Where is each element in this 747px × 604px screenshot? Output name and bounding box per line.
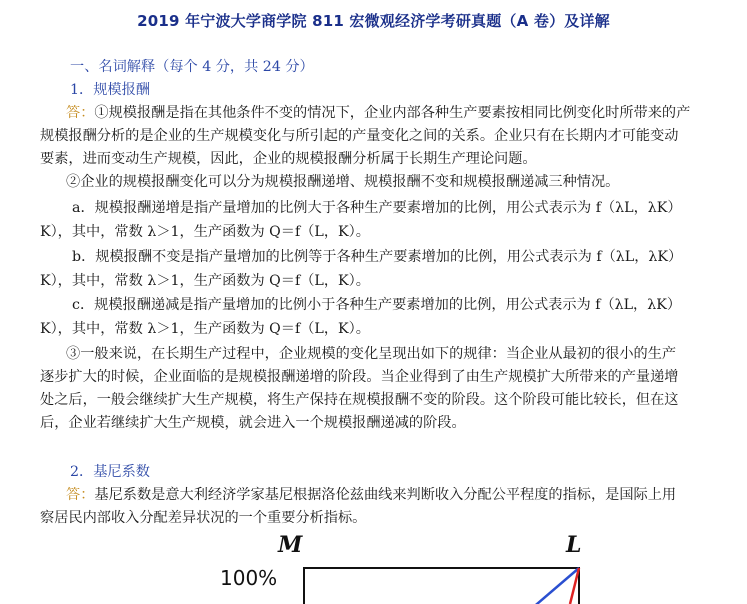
- answer-label: 答：: [66, 105, 95, 121]
- document-title: 2019 年宁波大学商学院 811 宏微观经济学考研真题（A 卷）及详解: [137, 12, 610, 30]
- paragraph-line: K），其中，常数 λ＞1，生产函数为 Q＝f（L，K）。: [40, 321, 370, 337]
- paragraph-line: a．规模报酬递增是指产量增加的比例大于各种生产要素增加的比例，用公式表示为 f（λL，λK）: [72, 200, 682, 216]
- paragraph-line: 要素，进而变动生产规模，因此，企业的规模报酬分析属于长期生产理论问题。: [40, 151, 537, 167]
- paragraph-line: 逐步扩大的时候，企业面临的是规模报酬递增的阶段。当企业得到了由生产规模扩大所带来的产量递增: [40, 369, 679, 385]
- answer-label: 答：: [66, 487, 95, 503]
- paragraph-line: 后，企业若继续扩大生产规模，就会进入一个规模报酬递减的阶段。: [40, 415, 466, 431]
- answer-line: [66, 485, 676, 505]
- paragraph-line: c．规模报酬递减是指产量增加的比例小于各种生产要素增加的比例，用公式表示为 f（λL，λK）: [72, 297, 682, 313]
- paragraph-line: K），其中，常数 λ＞1，生产函数为 Q＝f（L，K）。: [40, 273, 370, 289]
- figure-label-l: L: [566, 532, 582, 558]
- figure-label-m: M: [278, 532, 303, 558]
- paragraph-line: K），其中，常数 λ＞1，生产函数为 Q＝f（L，K）。: [40, 224, 370, 240]
- item-heading-gini-coefficient: 2．基尼系数: [70, 464, 150, 480]
- paragraph-line: ②企业的规模报酬变化可以分为规模报酬递增、规模报酬不变和规模报酬递减三种情况。: [66, 174, 620, 190]
- item-heading-returns-to-scale: 1．规模报酬: [70, 82, 150, 98]
- answer-text: 基尼系数是意大利经济学家基尼根据洛伦兹曲线来判断收入分配公平程度的指标，是国际上用: [94, 487, 677, 503]
- figure-label-100-percent: 100%: [220, 566, 278, 590]
- answer-text: ①规模报酬是指在其他条件不变的情况下，企业内部各种生产要素按相同比例变化时所带来的产: [94, 105, 691, 121]
- figure-graphic: [200, 530, 747, 604]
- figure-frame: [304, 568, 579, 604]
- paragraph-line: 处之后，一般会继续扩大生产规模，将生产保持在规模报酬不变的阶段。这个阶段可能比较长，但在这: [40, 392, 679, 408]
- paragraph-line: 规模报酬分析的是企业的生产规模变化与所引起的产量变化之间的关系。企业只有在长期内才可能变动: [40, 128, 679, 144]
- section-heading: 一、名词解释（每个 4 分，共 24 分）: [70, 59, 314, 75]
- paragraph-line: ③一般来说，在长期生产过程中，企业规模的变化呈现出如下的规律：当企业从最初的很小的生产: [66, 346, 677, 362]
- paragraph-line: 察居民内部收入分配差异状况的一个重要分析指标。: [40, 510, 367, 526]
- answer-line: [66, 103, 690, 123]
- paragraph-line: b．规模报酬不变是指产量增加的比例等于各种生产要素增加的比例，用公式表示为 f（λL，λK）: [72, 249, 683, 265]
